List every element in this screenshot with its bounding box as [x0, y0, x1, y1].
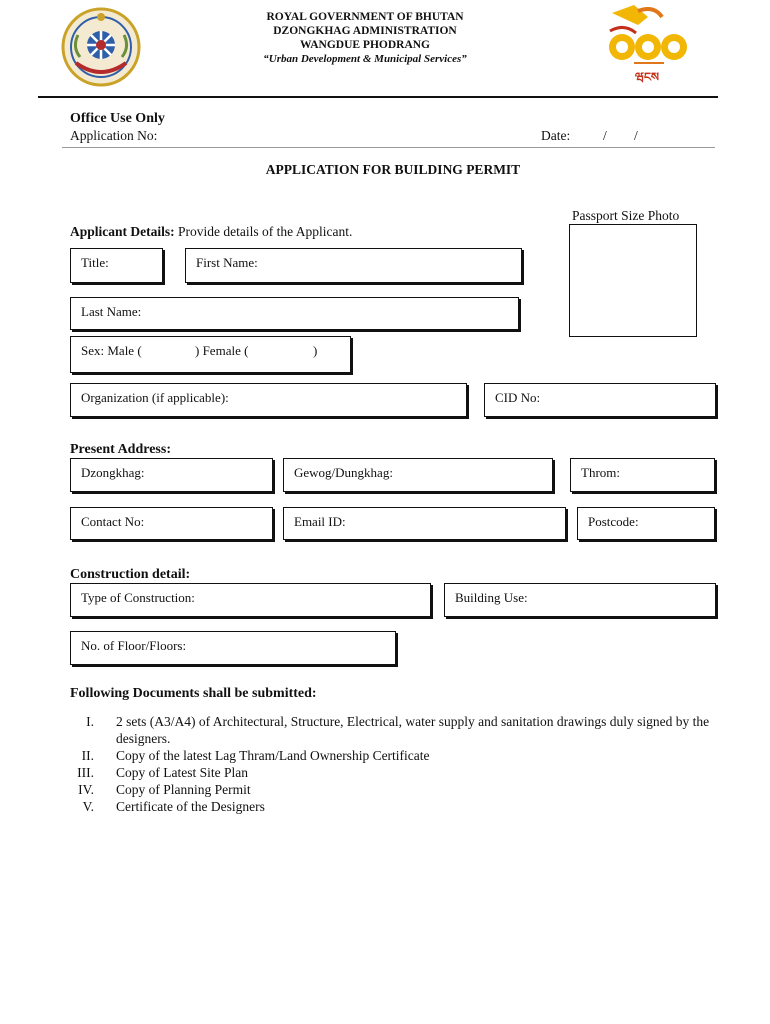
office-use-divider — [62, 147, 715, 148]
passport-photo-label: Passport Size Photo — [572, 208, 680, 223]
postcode-field[interactable] — [577, 507, 715, 540]
floors-field-label: No. of Floor/Floors: — [81, 638, 187, 653]
last-name-field[interactable] — [70, 297, 519, 330]
throm-field-label: Throm: — [581, 465, 620, 480]
last-name-field-label: Last Name: — [81, 304, 142, 319]
sex-field[interactable] — [70, 336, 351, 373]
header-line-2: DZONGKHAG ADMINISTRATION — [273, 25, 457, 37]
title-field-label: Title: — [81, 255, 109, 270]
list-item-number: III. — [77, 765, 94, 780]
sex-close-paren: ) — [313, 343, 318, 358]
list-item-number: II. — [81, 748, 94, 763]
header-line-1: ROYAL GOVERNMENT OF BHUTAN — [266, 11, 464, 23]
contact-no-field[interactable] — [70, 507, 273, 540]
list-item-text: Copy of Latest Site Plan — [116, 765, 248, 780]
construction-type-field[interactable] — [70, 583, 431, 617]
contact-no-field-label: Contact No: — [81, 514, 145, 529]
application-no-label: Application No: — [70, 128, 158, 143]
applicant-details-subtext: Provide details of the Applicant. — [178, 224, 353, 239]
anniversary-logo-text: ཝངས — [635, 70, 659, 84]
header-line-3: WANGDUE PHODRANG — [299, 39, 430, 51]
building-use-field-label: Building Use: — [455, 590, 528, 605]
list-item — [56, 747, 721, 764]
construction-detail-heading: Construction detail: — [70, 567, 191, 582]
dzongkhag-field-label: Dzongkhag: — [81, 465, 145, 480]
documents-list — [56, 713, 721, 815]
first-name-field[interactable] — [185, 248, 522, 283]
list-item-text: Certificate of the Designers — [116, 799, 265, 814]
office-use-title: Office Use Only — [70, 111, 165, 126]
list-item-text: 2 sets (A3/A4) of Architectural, Structure, Electrical, water supply and sanitation drawings duly signed by the designers. — [116, 714, 710, 746]
organization-field[interactable] — [70, 383, 467, 417]
first-name-field-label: First Name: — [196, 255, 258, 270]
list-item — [56, 764, 721, 781]
list-item-text: Copy of the latest Lag Thram/Land Ownership Certificate — [116, 748, 430, 763]
list-item-number: V. — [82, 799, 94, 814]
sex-female-label: ) Female ( — [195, 343, 249, 358]
date-separator-2: / — [634, 128, 638, 143]
list-item-number: IV. — [78, 782, 94, 797]
header-tagline: “Urban Development & Municipal Services” — [263, 53, 467, 65]
throm-field[interactable] — [570, 458, 715, 492]
floors-field[interactable] — [70, 631, 396, 665]
form-title: APPLICATION FOR BUILDING PERMIT — [265, 162, 521, 177]
gewog-field-label: Gewog/Dungkhag: — [294, 465, 393, 480]
title-field[interactable] — [70, 248, 163, 283]
list-item-number: I. — [86, 714, 94, 729]
construction-type-field-label: Type of Construction: — [81, 590, 195, 605]
passport-photo-box[interactable] — [569, 224, 697, 337]
present-address-heading: Present Address: — [70, 442, 171, 457]
list-item-text: Copy of Planning Permit — [116, 782, 251, 797]
date-label: Date: — [541, 128, 571, 143]
dzongkhag-field[interactable] — [70, 458, 273, 492]
sex-male-label: Sex: Male ( — [81, 343, 142, 358]
applicant-details-label: Applicant Details: — [70, 224, 175, 239]
gewog-field[interactable] — [283, 458, 553, 492]
documents-heading: Following Documents shall be submitted: — [70, 686, 317, 701]
email-field[interactable] — [283, 507, 566, 540]
royal-emblem-logo — [58, 5, 144, 89]
header-divider — [38, 96, 718, 98]
postcode-field-label: Postcode: — [588, 514, 639, 529]
list-item — [56, 798, 721, 815]
cid-field[interactable] — [484, 383, 716, 417]
list-item — [56, 713, 721, 747]
email-field-label: Email ID: — [294, 514, 346, 529]
date-separator-1: / — [603, 128, 607, 143]
applicant-details-heading — [70, 224, 352, 240]
cid-field-label: CID No: — [495, 390, 541, 405]
organization-field-label: Organization (if applicable): — [81, 390, 229, 405]
list-item — [56, 781, 721, 798]
building-use-field[interactable] — [444, 583, 716, 617]
